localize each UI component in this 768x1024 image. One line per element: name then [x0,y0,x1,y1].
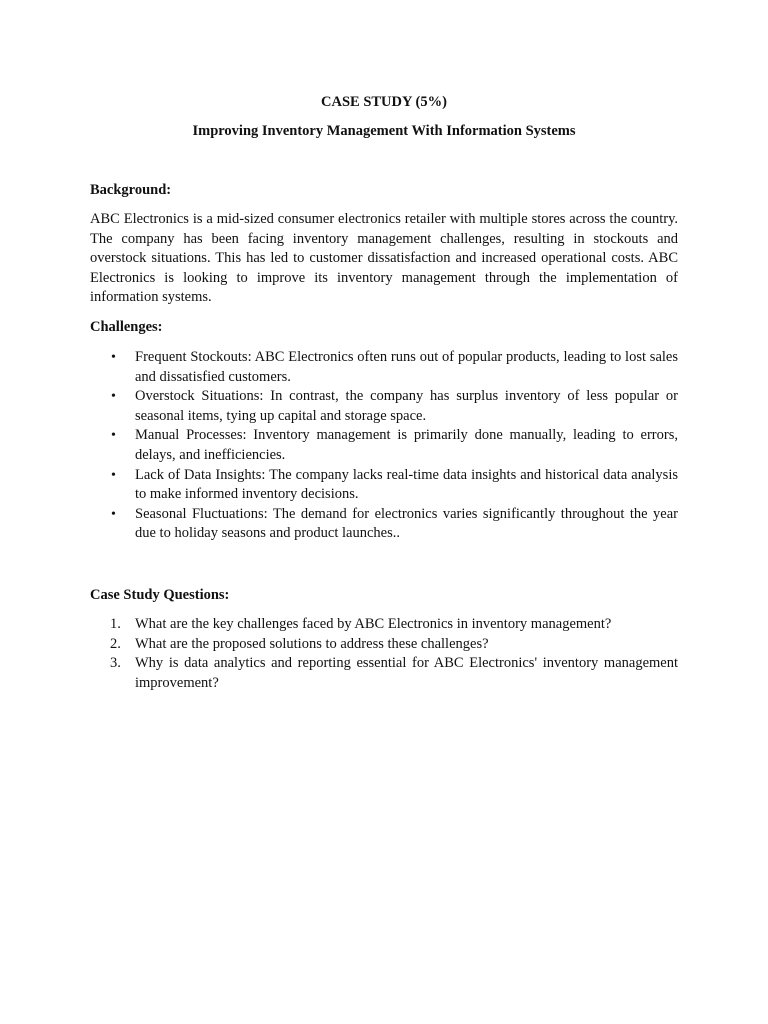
question-number: 2. [110,635,121,652]
challenges-list [90,348,678,544]
question-text: Why is data analytics and reporting essential for ABC Electronics' inventory management improvement? [135,655,678,691]
question-text: What are the proposed solutions to address these challenges? [135,635,489,652]
question-text: What are the key challenges faced by ABC Electronics in inventory management? [135,616,612,632]
list-item [90,615,678,635]
challenge-text: Overstock Situations: In contrast, the company has surplus inventory of less popular or seasonal items, tying up capital and storage space. [135,388,678,424]
challenge-text: Manual Processes: Inventory management is primarily done manually, leading to errors, delays, and inefficiencies. [135,427,678,463]
background-heading: Background: [90,182,172,198]
challenge-text: Frequent Stockouts: ABC Electronics often runs out of popular products, leading to lost sales and dissatisfied customers. [135,349,678,385]
challenge-text: Lack of Data Insights: The company lacks real-time data insights and historical data analysis to make informed inventory decisions. [135,466,678,503]
list-item [90,635,678,655]
list-item [90,387,678,426]
bullet-marker: • [111,506,116,522]
bullet-marker: • [111,389,116,405]
challenge-text: Seasonal Fluctuations: The demand for electronics varies significantly throughout the year due to holiday seasons and product launches.. [135,505,678,542]
question-number: 3. [110,655,121,672]
list-item [90,505,678,544]
list-item [90,426,678,465]
document-subtitle: Improving Inventory Management With Information Systems [192,123,576,139]
question-number: 1. [110,616,121,632]
document-title: CASE STUDY (5%) [321,94,447,110]
questions-heading: Case Study Questions: [90,587,230,603]
bullet-marker: • [111,350,116,365]
list-item [90,348,678,387]
bullet-marker: • [111,467,116,483]
challenges-heading: Challenges: [90,319,163,335]
list-item [90,654,678,693]
background-paragraph: ABC Electronics is a mid-sized consumer electronics retailer with multiple stores across the country. The company has been facing inventory management challenges, resulting in stockouts and overstock situations. This has led to customer dissatisfaction and increased operational costs. ABC Electronics is looking to improve its inventory management through the implementation of information systems. [90,211,678,306]
questions-list [90,615,678,693]
bullet-marker: • [111,428,116,444]
list-item [90,466,678,505]
